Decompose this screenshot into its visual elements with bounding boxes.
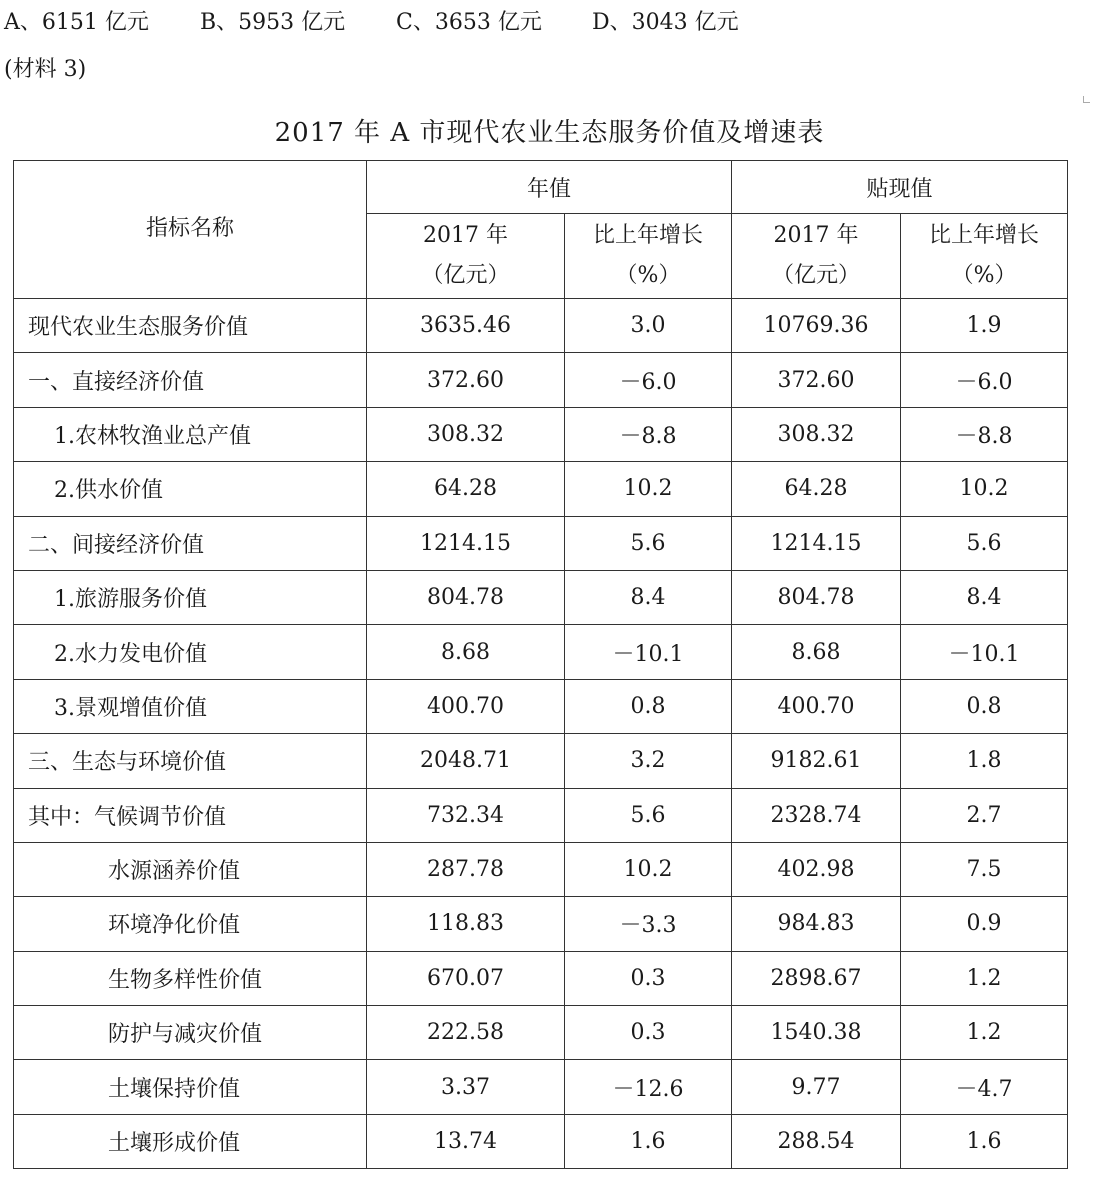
cell-annual-growth: －12.6 [565,1060,732,1114]
header-discount-growth-line1: 比上年增长 [929,223,1040,248]
option-c[interactable]: C、3653 亿元 [396,9,542,35]
header-annual-value-line1: 2017 年 [423,223,508,248]
cell-discount: 372.60 [732,353,901,407]
cell-discount: 288.54 [732,1114,901,1168]
header-discount-growth-line2: （%） [951,263,1017,288]
table-title: 2017 年 A 市现代农业生态服务价值及增速表 [274,118,825,148]
row-name: 土壤保持价值 [14,1060,367,1114]
cell-annual: 1214.15 [367,516,565,570]
cell-discount-growth: －6.0 [901,353,1068,407]
cell-discount: 2328.74 [732,788,901,842]
cell-discount: 400.70 [732,679,901,733]
row-name: 三、生态与环境价值 [14,734,367,788]
cell-discount-growth: 7.5 [901,842,1068,896]
answer-options [4,2,792,38]
table-row [14,734,1068,788]
cell-annual-growth: 10.2 [565,462,732,516]
cell-annual: 222.58 [367,1006,565,1060]
cell-discount: 402.98 [732,842,901,896]
cell-discount: 804.78 [732,570,901,624]
cell-annual: 372.60 [367,353,565,407]
cell-annual-growth: 5.6 [565,516,732,570]
stats-table [13,160,1068,1169]
cell-annual-growth: －10.1 [565,625,732,679]
cell-annual: 3.37 [367,1060,565,1114]
header-annual-growth-line2: （%） [615,263,681,288]
table-row [14,842,1068,896]
row-name: 土壤形成价值 [14,1114,367,1168]
cell-annual: 400.70 [367,679,565,733]
row-name: 其中：气候调节价值 [14,788,367,842]
cell-annual: 13.74 [367,1114,565,1168]
cell-discount: 1540.38 [732,1006,901,1060]
cell-discount-growth: 1.6 [901,1114,1068,1168]
table-row [14,625,1068,679]
cell-annual: 2048.71 [367,734,565,788]
header-annual-growth-line1: 比上年增长 [593,223,704,248]
row-name: 1.农林牧渔业总产值 [14,407,367,461]
row-name: 现代农业生态服务价值 [14,299,367,353]
cell-discount-growth: 5.6 [901,516,1068,570]
cell-annual-growth: 8.4 [565,570,732,624]
option-d[interactable]: D、3043 亿元 [592,9,739,35]
header-group-annual: 年值 [367,161,732,214]
table-row [14,1060,1068,1114]
table-row [14,679,1068,733]
option-b[interactable]: B、5953 亿元 [200,9,346,35]
cell-discount-growth: 0.8 [901,679,1068,733]
cell-discount: 9.77 [732,1060,901,1114]
cell-discount: 2898.67 [732,951,901,1005]
cell-annual-growth: －3.3 [565,897,732,951]
cell-discount: 64.28 [732,462,901,516]
table-row [14,1006,1068,1060]
header-discount-value [732,214,901,299]
cell-discount-growth: 8.4 [901,570,1068,624]
cell-annual: 732.34 [367,788,565,842]
cell-annual: 118.83 [367,897,565,951]
cell-discount: 8.68 [732,625,901,679]
table-row [14,353,1068,407]
table-row [14,1114,1068,1168]
header-indicator: 指标名称 [14,161,367,299]
row-name: 生物多样性价值 [14,951,367,1005]
cell-annual-growth: 0.3 [565,1006,732,1060]
cell-discount: 308.32 [732,407,901,461]
cell-annual: 3635.46 [367,299,565,353]
cell-discount-growth: －10.1 [901,625,1068,679]
row-name: 防护与减灾价值 [14,1006,367,1060]
header-annual-value-line2: （亿元） [421,263,510,288]
cell-annual-growth: 3.0 [565,299,732,353]
option-a[interactable]: A、6151 亿元 [4,9,149,35]
cell-annual-growth: 10.2 [565,842,732,896]
cell-annual-growth: －8.8 [565,407,732,461]
cell-annual: 64.28 [367,462,565,516]
row-name: 2.供水价值 [14,462,367,516]
cell-annual: 8.68 [367,625,565,679]
header-discount-value-line2: （亿元） [772,263,861,288]
table-row [14,407,1068,461]
material-label: (材料 3) [4,57,87,82]
header-annual-growth [565,214,732,299]
table-row [14,570,1068,624]
cell-annual-growth: 0.3 [565,951,732,1005]
cell-discount: 9182.61 [732,734,901,788]
row-name: 3.景观增值价值 [14,679,367,733]
row-name: 一、直接经济价值 [14,353,367,407]
cell-annual: 287.78 [367,842,565,896]
cell-annual-growth: 0.8 [565,679,732,733]
header-group-discount: 贴现值 [732,161,1068,214]
row-name: 环境净化价值 [14,897,367,951]
table-row [14,516,1068,570]
table-row [14,897,1068,951]
cell-discount-growth: 1.2 [901,951,1068,1005]
cell-annual-growth: 5.6 [565,788,732,842]
cell-annual: 804.78 [367,570,565,624]
row-name: 水源涵养价值 [14,842,367,896]
cell-discount-growth: 1.9 [901,299,1068,353]
cell-discount-growth: 10.2 [901,462,1068,516]
cell-annual-growth: －6.0 [565,353,732,407]
cell-annual: 670.07 [367,951,565,1005]
header-annual-value [367,214,565,299]
row-name: 1.旅游服务价值 [14,570,367,624]
table-row [14,462,1068,516]
cell-discount-growth: －4.7 [901,1060,1068,1114]
row-name: 二、间接经济价值 [14,516,367,570]
cell-discount: 984.83 [732,897,901,951]
table-row [14,788,1068,842]
table-row [14,299,1068,353]
paragraph-corner-mark [1083,96,1090,103]
header-discount-value-line1: 2017 年 [773,223,859,248]
header-discount-growth [901,214,1068,299]
cell-discount-growth: 0.9 [901,897,1068,951]
cell-annual: 308.32 [367,407,565,461]
cell-discount-growth: 1.2 [901,1006,1068,1060]
row-name: 2.水力发电价值 [14,625,367,679]
cell-discount-growth: －8.8 [901,407,1068,461]
cell-discount-growth: 1.8 [901,734,1068,788]
cell-discount-growth: 2.7 [901,788,1068,842]
cell-annual-growth: 1.6 [565,1114,732,1168]
cell-discount: 1214.15 [732,516,901,570]
cell-discount: 10769.36 [732,299,901,353]
cell-annual-growth: 3.2 [565,734,732,788]
table-row [14,951,1068,1005]
